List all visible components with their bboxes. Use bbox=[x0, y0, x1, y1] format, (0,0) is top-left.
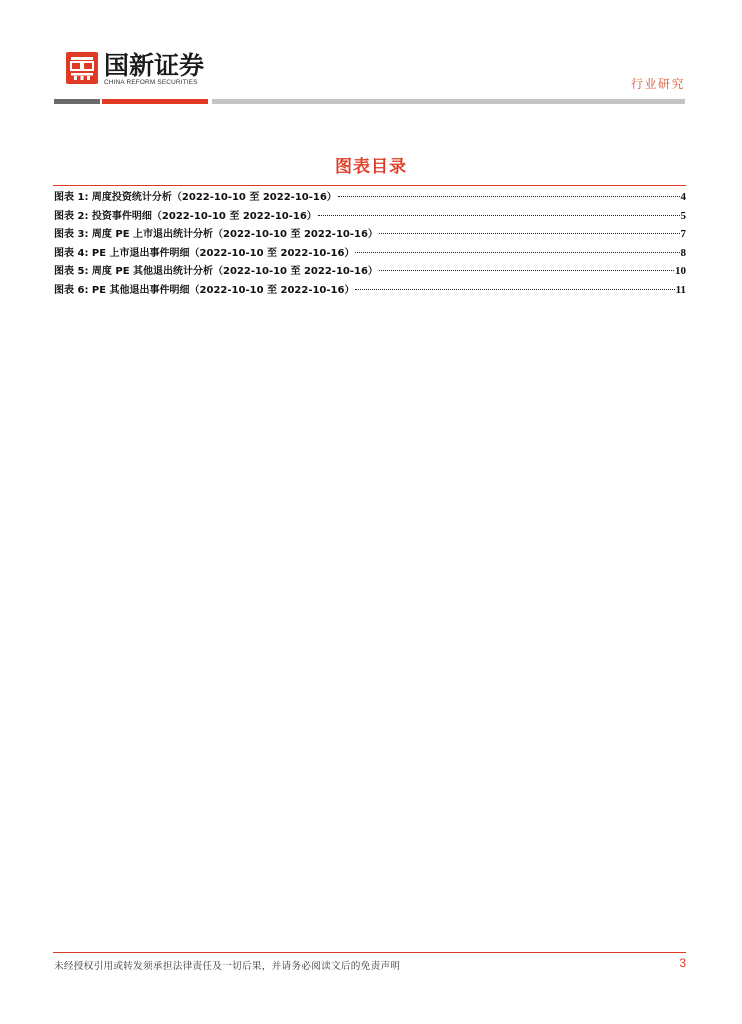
toc-list bbox=[54, 188, 686, 299]
section-tag: 行业研究 bbox=[630, 77, 685, 91]
toc-entry[interactable] bbox=[54, 262, 686, 281]
footer-rule bbox=[53, 952, 686, 953]
logo-chinese-name: 国新证券 bbox=[104, 51, 205, 80]
toc-leader-dots bbox=[355, 289, 674, 290]
toc-entry[interactable] bbox=[54, 244, 686, 263]
logo-seal-icon bbox=[66, 52, 98, 84]
toc-leader-dots bbox=[338, 196, 680, 197]
toc-entry-page[interactable]: 11 bbox=[675, 283, 686, 296]
toc-entry-page[interactable]: 5 bbox=[680, 209, 686, 222]
header-bar-dark bbox=[54, 99, 100, 104]
toc-entry-page[interactable]: 8 bbox=[680, 246, 686, 259]
toc-entry-label[interactable]: 图表 6: PE 其他退出事件明细（2022-10-10 至 2022-10-16） bbox=[54, 284, 355, 296]
header-bar-grey bbox=[212, 99, 685, 104]
toc-entry[interactable] bbox=[54, 188, 686, 207]
toc-entry[interactable] bbox=[54, 225, 686, 244]
toc-leader-dots bbox=[379, 233, 680, 234]
footer-disclaimer: 未经授权引用或转发须承担法律责任及一切后果，并请务必阅读文后的免责声明 bbox=[54, 961, 401, 972]
toc-entry-page[interactable]: 4 bbox=[680, 191, 686, 203]
logo-english-name: CHINA REFORM SECURITIES bbox=[104, 79, 198, 86]
toc-entry-label[interactable]: 图表 1: 周度投资统计分析（2022-10-10 至 2022-10-16） bbox=[54, 192, 337, 203]
toc-title-rule bbox=[53, 185, 686, 186]
toc-leader-dots bbox=[318, 215, 680, 216]
toc-entry-label[interactable]: 图表 4: PE 上市退出事件明细（2022-10-10 至 2022-10-16） bbox=[54, 247, 355, 259]
toc-leader-dots bbox=[379, 270, 674, 271]
page-number: 3 bbox=[679, 956, 686, 970]
toc-entry[interactable] bbox=[54, 207, 686, 226]
toc-entry-label[interactable]: 图表 5: 周度 PE 其他退出统计分析（2022-10-10 至 2022-10-16） bbox=[54, 266, 378, 277]
toc-entry-label[interactable]: 图表 3: 周度 PE 上市退出统计分析（2022-10-10 至 2022-10-16） bbox=[54, 229, 378, 240]
toc-entry[interactable] bbox=[54, 281, 686, 300]
toc-entry-page[interactable]: 7 bbox=[680, 228, 686, 240]
toc-entry-page[interactable]: 10 bbox=[675, 265, 686, 277]
toc-leader-dots bbox=[355, 252, 679, 253]
toc-title: 图表目录 bbox=[335, 157, 407, 177]
toc-entry-label[interactable]: 图表 2: 投资事件明细（2022-10-10 至 2022-10-16） bbox=[54, 210, 317, 222]
header-bar-red bbox=[102, 99, 208, 104]
